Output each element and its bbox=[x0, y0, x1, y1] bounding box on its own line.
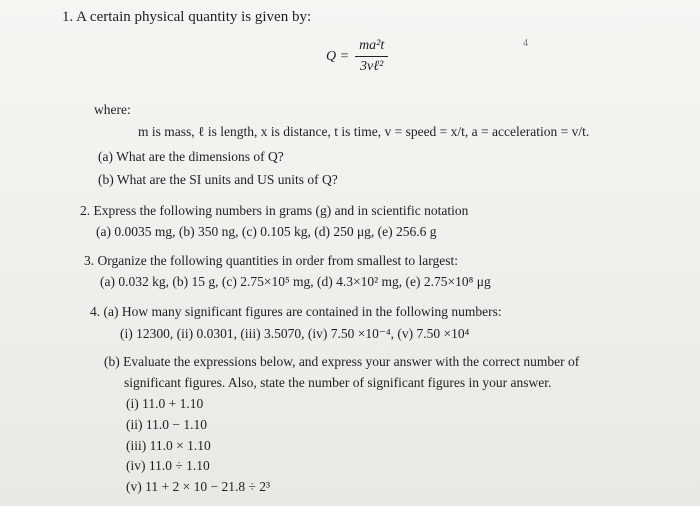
formula-fraction bbox=[355, 38, 388, 75]
expression-item: (i) 11.0 + 1.10 bbox=[126, 396, 204, 411]
q1-part-b: (b) What are the SI units and US units of Q? bbox=[98, 172, 338, 187]
formula-numerator: ma²t bbox=[355, 38, 388, 57]
q1-where-label: where: bbox=[94, 102, 131, 117]
q4-part-b-line1: (b) Evaluate the expressions below, and express your answer with the correct number of bbox=[104, 354, 580, 369]
q1-formula bbox=[326, 38, 388, 75]
formula-denominator: 3vℓ² bbox=[360, 59, 384, 74]
q4-part-a-items: (i) 12300, (ii) 0.0301, (iii) 3.5070, (iv) 7.50 ×10⁻⁴, (v) 7.50 ×10⁴ bbox=[120, 326, 470, 341]
margin-mark: 4 bbox=[523, 38, 528, 49]
q3-items: (a) 0.032 kg, (b) 15 g, (c) 2.75×10⁵ mg, (d) 4.3×10² mg, (e) 2.75×10⁸ μg bbox=[100, 274, 491, 289]
q2-items: (a) 0.0035 mg, (b) 350 ng, (c) 0.105 kg, (d) 250 μg, (e) 256.6 g bbox=[96, 224, 437, 239]
q4-part-a: 4. (a) How many significant figures are contained in the following numbers: bbox=[90, 304, 502, 319]
q4-part-b-line2: significant figures. Also, state the number of significant figures in your answer. bbox=[124, 375, 552, 390]
q1-heading: 1. A certain physical quantity is given by: bbox=[62, 9, 312, 25]
formula-lhs: Q = bbox=[326, 48, 350, 64]
expression-item: (iii) 11.0 × 1.10 bbox=[126, 438, 211, 453]
q3-heading: 3. Organize the following quantities in order from smallest to largest: bbox=[84, 253, 459, 268]
q2-heading: 2. Express the following numbers in grams (g) and in scientific notation bbox=[80, 203, 469, 218]
expression-item: (iv) 11.0 ÷ 1.10 bbox=[126, 458, 210, 473]
q1-part-a: (a) What are the dimensions of Q? bbox=[98, 149, 284, 164]
q1-definitions: m is mass, ℓ is length, x is distance, t is time, v = speed = x/t, a = acceleration = v/t. bbox=[138, 124, 590, 139]
expression-item: (v) 11 + 2 × 10 − 21.8 ÷ 2³ bbox=[126, 479, 271, 494]
expression-item: (ii) 11.0 − 1.10 bbox=[126, 417, 207, 432]
